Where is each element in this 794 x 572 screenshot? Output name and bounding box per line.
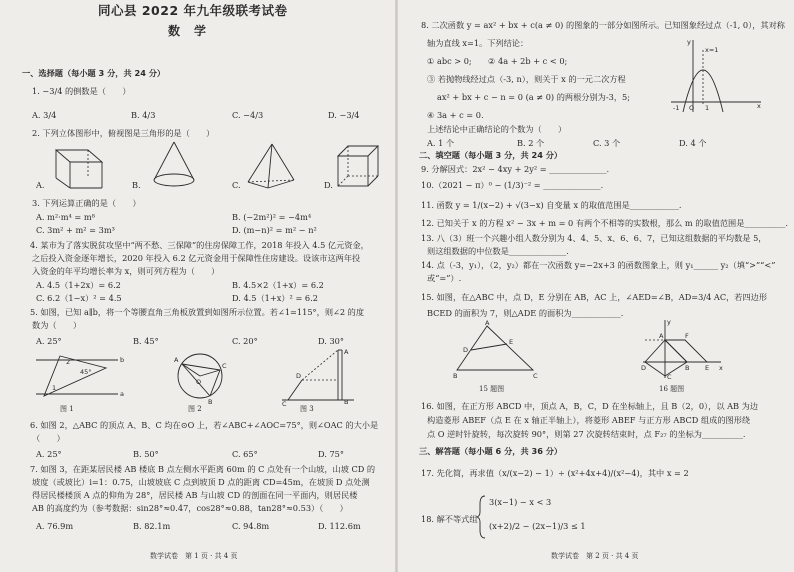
q2-label-d: D. bbox=[324, 180, 333, 190]
q3-stem: 3. 下列运算正确的是（ ） bbox=[32, 198, 141, 208]
q5-line-2: 数为（ ） bbox=[32, 320, 82, 330]
q6-option-d: D. 75° bbox=[318, 449, 344, 459]
q2-figure-c-pyramid bbox=[244, 142, 300, 192]
q14: 14. 点（-3，y₁），（2，y₂）都在一次函数 y=−2x+3 的函数图象上，则 y₁______ y₂（填“>”“<” bbox=[421, 260, 776, 270]
q4-option-a: A. 4.5（1+2x）= 6.2 bbox=[36, 280, 121, 290]
svg-text:x=1: x=1 bbox=[705, 46, 719, 54]
section-3-heading: 三、解答题（每小题 6 分，共 36 分） bbox=[419, 446, 563, 456]
q7-line-3: 得居民楼楼顶 A 点的仰角为 28°，居民楼 AB 与山坡 CD 的剖面在同一平面内，则居民楼 bbox=[32, 490, 358, 500]
exam-title: 同心县 2022 年九年级联考试卷 bbox=[98, 3, 288, 18]
q8-statement-3b: ax² + bx + c − n = 0 (a ≠ 0) 的两根分别为-3，5; bbox=[437, 92, 630, 102]
page-2-footer: 数学试卷 第 2 页 · 共 4 页 bbox=[551, 552, 639, 560]
svg-text:B: B bbox=[685, 364, 690, 372]
q16: 16. 如图，在正方形 ABCD 中，顶点 A，B，C，D 在坐标轴上，且 B（2，0），以 AB 为边 bbox=[421, 401, 759, 411]
q2-figure-b-cone bbox=[150, 140, 200, 192]
q8-line-1: 8. 二次函数 y = ax² + bx + c(a ≠ 0) 的图象的一部分如图所示。已知图象经过点（-1, 0），其对称 bbox=[421, 20, 785, 30]
svg-text:C: C bbox=[533, 372, 538, 380]
q5-option-b: B. 45° bbox=[133, 336, 159, 346]
q5-option-a: A. 25° bbox=[36, 336, 62, 346]
q8-option-b: B. 2 个 bbox=[517, 138, 545, 148]
svg-text:C: C bbox=[667, 373, 672, 381]
figure-16-square-rhombus bbox=[641, 318, 725, 380]
figure-1-parallel-lines bbox=[34, 350, 124, 402]
q3-option-a: A. m²·m⁴ = m⁸ bbox=[36, 212, 95, 222]
figure-3-building-slope bbox=[278, 346, 360, 406]
page-1-footer: 数学试卷 第 1 页 · 共 4 页 bbox=[150, 552, 238, 560]
q18-stem: 18. 解不等式组 bbox=[421, 514, 478, 524]
figure-15-caption: 15 题图 bbox=[479, 385, 505, 393]
q13: 13. 八（3）班一个兴趣小组人数分别为 4、4、5、x、6、6、7，已知这组数据的平均数是 5， bbox=[421, 233, 767, 243]
svg-text:D: D bbox=[463, 346, 469, 354]
q6-option-c: C. 65° bbox=[232, 449, 258, 459]
q3-option-c: C. 3m² + m² = 3m³ bbox=[36, 225, 115, 235]
svg-text:1: 1 bbox=[705, 104, 710, 112]
svg-text:b: b bbox=[120, 356, 125, 364]
q7-line-4: AB 的高度约为（参考数据：sin28°≈0.47，cos28°≈0.88，tan28°≈0.53）（ ） bbox=[32, 503, 348, 513]
q7-option-b: B. 82.1m bbox=[133, 521, 171, 531]
figure-15-triangle bbox=[453, 319, 539, 380]
q8-statement-4: ④ 3a + c = 0. bbox=[427, 110, 484, 120]
svg-text:C: C bbox=[282, 400, 287, 408]
figure-3-caption: 图 3 bbox=[300, 405, 314, 413]
q16-cont-2: 点 O 逆时针旋转，每次旋转 90°，则第 27 次旋转结束时，点 F₂₇ 的坐标为__________. bbox=[427, 429, 746, 439]
q1-stem: 1. −3/4 的倒数是（ ） bbox=[32, 86, 131, 96]
svg-text:1: 1 bbox=[52, 384, 57, 392]
q8-line-2: 轴为直线 x=1。下列结论： bbox=[427, 38, 529, 48]
svg-text:F: F bbox=[685, 332, 689, 340]
svg-text:O: O bbox=[196, 378, 202, 386]
q4-option-d: D. 4.5（1+x）² = 6.2 bbox=[232, 293, 318, 303]
q3-option-d: D. (m−n)² = m² − n² bbox=[232, 225, 317, 235]
svg-text:x: x bbox=[757, 102, 761, 110]
q2-stem-text: 2. 下列立体图形中，俯视图是三角形的是（ ） bbox=[32, 128, 215, 138]
q10: 10.（2021 − π）⁰ − (1/3)⁻² = ______________. bbox=[421, 180, 604, 190]
q15: 15. 如图，在△ABC 中，点 D，E 分别在 AB，AC 上，∠AED=∠B，AD=3/4 AC，若四边形 bbox=[421, 292, 768, 302]
svg-text:C: C bbox=[222, 362, 227, 370]
q4-option-c: C. 6.2（1−x）² = 4.5 bbox=[36, 293, 122, 303]
exam-page-2 bbox=[397, 0, 794, 572]
svg-text:45°: 45° bbox=[80, 368, 92, 376]
q2-figure-a-prism bbox=[50, 142, 110, 192]
q8-option-c: C. 3 个 bbox=[593, 138, 621, 148]
q15-cont: BCED 的面积为 7，则△ADE 的面积为____________. bbox=[427, 308, 624, 318]
figure-2-caption: 图 2 bbox=[188, 405, 202, 413]
figure-1-caption: 图 1 bbox=[60, 405, 74, 413]
q7-line-2: 坡度（或坡比）i=1：0.75，山坡坡底 C 点到坡顶 D 点的距离 CD=45m，在坡顶 D 点处测 bbox=[32, 477, 370, 487]
svg-text:A: A bbox=[659, 332, 664, 340]
q4-line-3: 入资金的年平均增长率为 x，则可列方程为（ ） bbox=[32, 266, 220, 276]
q6-line-2: （ ） bbox=[32, 433, 65, 443]
q8-line-3: 上述结论中正确结论的个数为（ ） bbox=[427, 124, 567, 134]
svg-text:B: B bbox=[453, 372, 458, 380]
q4-line-2: 之后投入资金逐年增长，2020 年投入 6.2 亿元资金用于保障性住房建设。设该市这两年投 bbox=[32, 253, 361, 263]
q6-line-1: 6. 如图 2，△ABC 的顶点 A、B、C 均在⊙O 上，若∠ABC+∠AOC=75°，则∠OAC 的大小是 bbox=[30, 420, 379, 430]
svg-text:O: O bbox=[689, 104, 695, 112]
q18-inequality-1: 3(x−1) − x < 3 bbox=[489, 497, 552, 507]
svg-text:E: E bbox=[705, 364, 710, 372]
q4-option-b: B. 4.5×2（1+x）= 6.2 bbox=[232, 280, 324, 290]
q5-option-c: C. 20° bbox=[232, 336, 258, 346]
figure-2-circle bbox=[170, 348, 230, 406]
svg-text:2: 2 bbox=[66, 358, 71, 366]
q8-option-d: D. 4 个 bbox=[679, 138, 707, 148]
svg-text:E: E bbox=[509, 338, 514, 346]
q18-system-brace bbox=[477, 494, 487, 540]
svg-text:D: D bbox=[296, 372, 302, 380]
q18-inequality-2: (x+2)/2 − (2x−1)/3 ≤ 1 bbox=[489, 521, 586, 531]
svg-text:a: a bbox=[120, 390, 124, 398]
q4-line-1: 4. 某市为了落实脱贫攻坚中“两不愁、三保障”的住房保障工作，2018 年投入 4.5 亿元资金， bbox=[30, 240, 369, 250]
q2-label-b: B. bbox=[132, 180, 141, 190]
q2-label-a: A. bbox=[36, 180, 45, 190]
q7-option-c: C. 94.8m bbox=[232, 521, 270, 531]
q17: 17. 先化简，再求值（x/(x−2) − 1）÷ (x²+4x+4)/(x²−4)，其中 x = 2 bbox=[421, 468, 689, 478]
q8-statement-3: ③ 若抛物线经过点（-3, n），则关于 x 的一元二次方程 bbox=[427, 74, 626, 84]
svg-text:y: y bbox=[667, 318, 671, 326]
svg-text:B: B bbox=[344, 398, 349, 406]
q2-figure-d-cube bbox=[334, 142, 384, 192]
q1-option-a: A. 3/4 bbox=[32, 110, 57, 120]
q7-option-d: D. 112.6m bbox=[318, 521, 361, 531]
q11: 11. 函数 y = 1/(x−2) + √(3−x) 自变量 x 的取值范围是____________. bbox=[421, 200, 682, 210]
q14-cont: 或“=”）. bbox=[427, 273, 462, 283]
q9: 9. 分解因式：2x² − 4xy + 2y² = ______________. bbox=[421, 164, 610, 174]
q8-statement-1-2: ① abc > 0; ② 4a + 2b + c < 0; bbox=[427, 56, 568, 66]
svg-text:D: D bbox=[641, 364, 647, 372]
q12: 12. 已知关于 x 的方程 x² − 3x + m = 0 有两个不相等的实数根，那么 m 的取值范围是__________. bbox=[421, 218, 788, 228]
q5-option-d: D. 30° bbox=[318, 336, 344, 346]
svg-text:y: y bbox=[687, 38, 691, 46]
q13-cont: 则这组数据的中位数是______________. bbox=[427, 246, 569, 256]
figure-16-caption: 16 题图 bbox=[659, 385, 685, 393]
subject-title: 数学 bbox=[168, 24, 221, 38]
svg-text:A: A bbox=[344, 348, 349, 356]
svg-text:-1: -1 bbox=[673, 104, 680, 112]
q7-line-1: 7. 如图 3，在距某居民楼 AB 楼底 B 点左侧水平距离 60m 的 C 点处有一个山坡，山坡 CD 的 bbox=[30, 464, 376, 474]
q16-cont-1: 构造菱形 ABEF（点 E 在 x 轴正半轴上），将菱形 ABEF 与正方形 ABCD 组成的图形绕 bbox=[427, 415, 751, 425]
section-2-heading: 二、填空题（每小题 3 分，共 24 分） bbox=[419, 150, 563, 160]
q3-option-b: B. (−2m²)² = −4m⁴ bbox=[232, 212, 312, 222]
section-1-heading: 一、选择题（每小题 3 分，共 24 分） bbox=[22, 68, 166, 78]
q1-option-d: D. −3/4 bbox=[328, 110, 360, 120]
q6-option-b: B. 50° bbox=[133, 449, 159, 459]
q6-option-a: A. 25° bbox=[36, 449, 62, 459]
q8-option-a: A. 1 个 bbox=[427, 138, 455, 148]
q2-label-c: C. bbox=[232, 180, 241, 190]
q8-parabola-figure bbox=[669, 36, 765, 114]
q1-option-c: C. −4/3 bbox=[232, 110, 264, 120]
svg-text:B: B bbox=[208, 398, 213, 406]
q1-option-b: B. 4/3 bbox=[131, 110, 156, 120]
svg-text:A: A bbox=[174, 356, 179, 364]
q5-line-1: 5. 如图，已知 a∥b，将一个等腰直角三角板放置到如图所示位置。若∠1=115°，则∠2 的度 bbox=[30, 307, 365, 317]
q7-option-a: A. 76.9m bbox=[36, 521, 74, 531]
svg-text:x: x bbox=[719, 364, 723, 372]
svg-text:A: A bbox=[485, 319, 490, 327]
